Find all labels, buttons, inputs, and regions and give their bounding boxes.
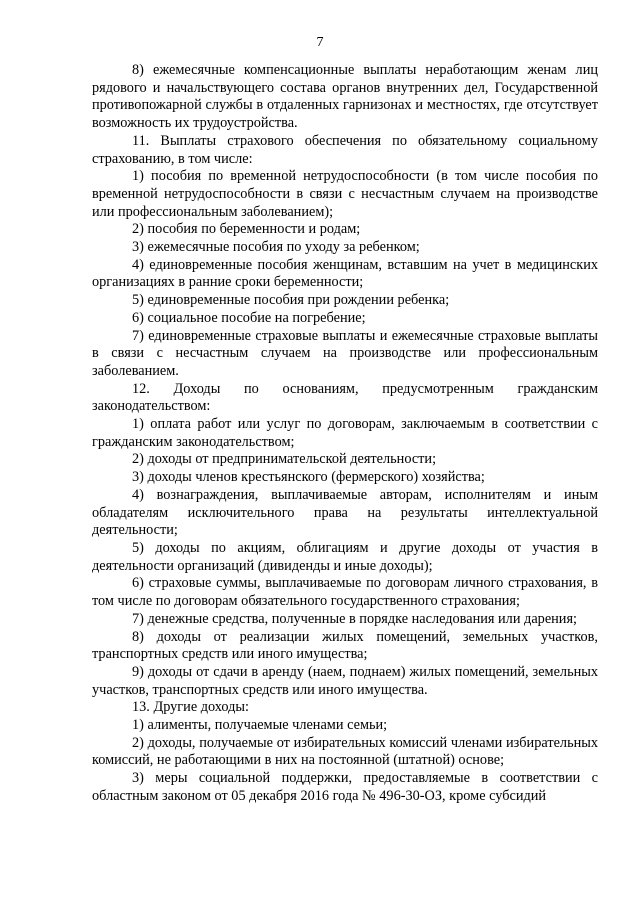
list-item: 1) алименты, получаемые членами семьи; [132, 717, 388, 734]
list-item: 1) пособия по временной нетрудоспособности (в том числе пособия по временной нетрудоспособности в связи с несчастным случаем на производстве или профессиональным заболеванием); [92, 168, 598, 220]
list-item: 7) единовременные страховые выплаты и ежемесячные страховые выплаты в связи с несчастным случаем на производстве или профессиональным заболеванием. [92, 327, 598, 379]
list-item: 3) меры социальной поддержки, предоставляемые в соответствии с областным законом от 05 декабря 2016 года № 496-30-ОЗ, кроме субсидий [92, 770, 598, 804]
list-item: 4) единовременные пособия женщинам, вставшим на учет в медицинских организациях в ранние сроки беременности; [92, 256, 598, 291]
section-13-heading: 13. Другие доходы: [132, 699, 249, 716]
section-12-heading: 12. Доходы по основаниям, предусмотренным гражданским законодательством: [92, 380, 598, 415]
document-body [92, 62, 598, 806]
list-item: 3) ежемесячные пособия по уходу за ребенком; [132, 239, 420, 256]
list-item: 2) доходы, получаемые от избирательных комиссий членами избирательных комиссий, не работающими в них на постоянной (штатной) основе; [92, 734, 598, 769]
list-item: 5) единовременные пособия при рождении ребенка; [132, 292, 450, 309]
list-item: 6) социальное пособие на погребение; [132, 309, 366, 326]
list-item: 3) доходы членов крестьянского (фермерского) хозяйства; [132, 469, 485, 486]
list-item: 5) доходы по акциям, облигациям и другие доходы от участия в деятельности организаций (дивиденды и иные доходы); [92, 539, 598, 574]
page-number: 7 [316, 35, 324, 50]
list-item: 9) доходы от сдачи в аренду (наем, поднаем) жилых помещений, земельных участков, транспортных средств или иного имущества. [92, 663, 598, 698]
list-item: 6) страховые суммы, выплачиваемые по договорам личного страхования, в том числе по договорам обязательного государственного страхования; [92, 575, 598, 610]
list-item: 7) денежные средства, полученные в порядке наследования или дарения; [132, 610, 578, 627]
list-item: 4) вознаграждения, выплачиваемые авторам, исполнителям и иным обладателям исключительного права на результаты интеллектуальной деятельности; [92, 486, 598, 539]
list-item: 2) пособия по беременности и родам; [132, 221, 361, 238]
list-item: 8) доходы от реализации жилых помещений, земельных участков, транспортных средств или иного имущества; [92, 628, 598, 663]
list-item: 1) оплата работ или услуг по договорам, заключаемым в соответствии с гражданским законодательством; [92, 416, 598, 450]
list-item: 2) доходы от предпринимательской деятельности; [132, 451, 437, 468]
section-11-heading: 11. Выплаты страхового обеспечения по обязательному социальному страхованию, в том числе: [92, 132, 598, 167]
paragraph-item-8-compensation: 8) ежемесячные компенсационные выплаты неработающим женам лиц рядового и начальствующего состава органов внутренних дел, Государственной противопожарной службы в отдаленных гарнизонах и местностях, где отсутствует возможность их трудоустройства. [92, 62, 598, 132]
